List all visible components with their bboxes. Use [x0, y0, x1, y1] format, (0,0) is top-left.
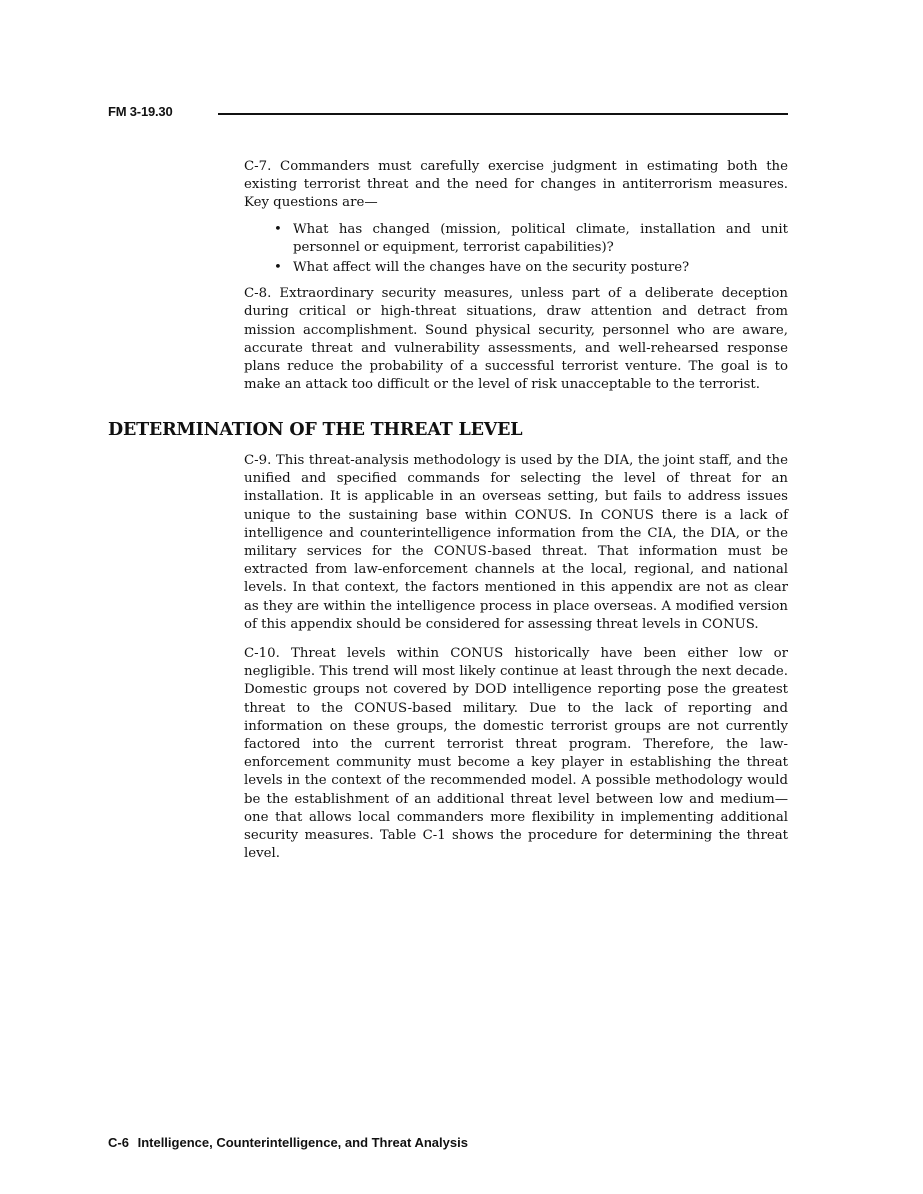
- content-block-bottom: [244, 452, 788, 863]
- paragraph-c10: C-10. Threat levels within CONUS historically have been either low or negligible. This trend will most likely continue at least through the next decade. Domestic groups not covered by DOD intelligence reporting pose the greatest threat to the CONUS-based military. Due to the lack of reporting and information on these groups, the domestic terrorist groups are not currently factored into the current terrorist threat program. Therefore, the law-enforcement community must become a key player in establishing the threat levels in the context of the recommended model. A possible methodology would be the establishment of an additional threat level between low and medium—one that allows local commanders more flexibility in implementing additional security measures. Table C-1 shows the procedure for determining the threat level.: [244, 646, 788, 862]
- paragraph-c9: C-9. This threat-analysis methodology is used by the DIA, the joint staff, and the unified and specified commands for selecting the level of threat for an installation. It is applicable in an overseas setting, but fails to address issues unique to the sustaining base within CONUS. In CONUS there is a lack of intelligence and counterintelligence information from the CIA, the DIA, or the military services for the CONUS-based threat. That information must be extracted from law-enforcement channels at the local, regional, and national levels. In that context, the factors mentioned in this appendix are not as clear as they are within the intelligence process in place overseas. A modified version of this appendix should be considered for assessing threat levels in CONUS.: [244, 453, 788, 632]
- page-footer: [108, 1135, 468, 1150]
- page-header: [108, 104, 788, 122]
- paragraph-c8: C-8. Extraordinary security measures, unless part of a deliberate deception during critical or high-threat situations, draw attention and detract from mission accomplishment. Sound physical security, personnel who are aware, accurate threat and vulnerability assessments, and well-rehearsed response plans reduce the probability of a successful terrorist venture. The goal is to make an attack too difficult or the level of risk unacceptable to the terrorist.: [244, 286, 788, 393]
- key-questions-list: [244, 221, 788, 278]
- header-rule: [218, 113, 788, 115]
- paragraph-c7: C-7. Commanders must carefully exercise judgment in estimating both the existing terrorist threat and the need for changes in antiterrorism measures. Key questions are—: [244, 159, 788, 211]
- footer-title: Intelligence, Counterintelligence, and Threat Analysis: [137, 1135, 468, 1150]
- document-id: FM 3-19.30: [108, 104, 173, 119]
- page-number: C-6: [108, 1135, 129, 1150]
- content-block-top: [244, 158, 788, 394]
- list-item: • What has changed (mission, political climate, installation and unit personnel or equipment, terrorist capabilities)?: [274, 221, 788, 257]
- section-heading: DETERMINATION OF THE THREAT LEVEL: [108, 420, 523, 440]
- list-item: • What affect will the changes have on the security posture?: [274, 259, 788, 277]
